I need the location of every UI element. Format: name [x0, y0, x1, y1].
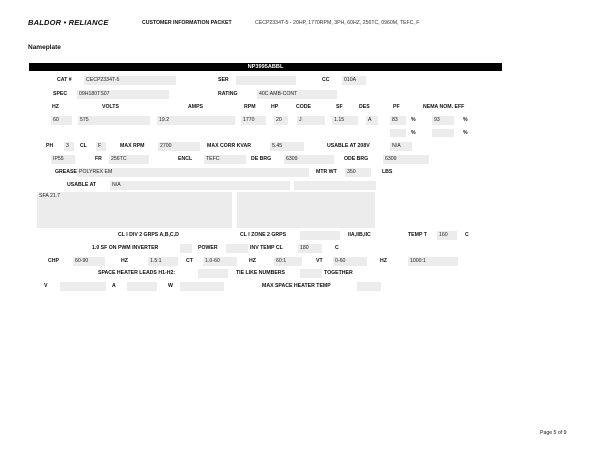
volts-header: VOLTS	[102, 104, 119, 110]
fr-value: 256TC	[109, 155, 149, 164]
temp-t-label: TEMP T	[408, 232, 427, 238]
hp-value: 20	[274, 116, 288, 125]
cl-label: CL	[80, 143, 87, 149]
div2-groups-label: CL I DIV 2 GRPS A,B,C,D	[118, 232, 179, 238]
inv-temp-cl-value: 180	[298, 244, 322, 253]
des-header: DES	[359, 104, 370, 110]
usable-at-value: N/A	[110, 181, 290, 190]
gas-groups-label: IIA,IIB,IIC	[348, 232, 371, 238]
ser-label: SER	[218, 77, 229, 83]
max-space-heater-temp-value-box	[357, 282, 381, 291]
volts-value: 575	[78, 116, 150, 125]
section-title: Nameplate	[28, 44, 61, 51]
usable-at-label: USABLE AT	[67, 182, 97, 188]
rpm-value: 1770	[241, 116, 266, 125]
chp-label: CHP	[48, 258, 59, 264]
de-brg-value: 6309	[284, 155, 334, 164]
max-corr-kvar-label: MAX CORR KVAR	[207, 143, 251, 149]
notes-box	[237, 192, 375, 228]
document-description: CECP2334T-5 - 20HP, 1770RPM, 3PH, 60HZ, 256TC, 0960M, TEFC, F	[255, 20, 420, 26]
nameplate-id-bar: NP3995ABBL	[29, 63, 502, 71]
fr-label: FR	[95, 156, 102, 162]
ode-brg-value: 6309	[383, 155, 429, 164]
mtr-wt-value: 350	[345, 168, 371, 177]
usable-208v-label: USABLE AT 208V	[327, 143, 370, 149]
space-heater-leads-label: SPACE HEATER LEADS H1-H2:	[98, 270, 176, 276]
amps-header: AMPS	[188, 104, 203, 110]
chp-value: 60-90	[73, 257, 105, 266]
sfa-box: SFA 21.7	[37, 192, 232, 228]
cat-value: CECP2334T-5	[84, 76, 176, 85]
eff-unit: %	[463, 117, 468, 123]
code-value: J	[297, 116, 325, 125]
chp-hz-label: HZ	[121, 258, 128, 264]
zone2-groups-value-box	[300, 231, 340, 240]
v-label: V	[44, 283, 48, 289]
spec-label: SPEC	[53, 91, 68, 97]
cc-label: CC	[322, 77, 330, 83]
de-brg-label: DE BRG	[251, 156, 272, 162]
hp-header: HP	[271, 104, 279, 110]
ph-label: PH	[46, 143, 54, 149]
pf-value-2-box	[390, 129, 406, 137]
rating-value: 40C AMB-CONT	[257, 90, 337, 99]
code-header: CODE	[296, 104, 311, 110]
vt-hz-value: 1000:1	[408, 257, 458, 266]
sf-value: 1.15	[332, 116, 358, 125]
ode-brg-label: ODE BRG	[344, 156, 369, 162]
tie-like-numbers-value-box	[300, 269, 322, 278]
eff-value-2-box	[432, 129, 454, 137]
brand-logo: BALDOR • RELIANCE	[28, 18, 109, 27]
pf-unit: %	[411, 117, 416, 123]
max-corr-kvar-value: 5.45	[270, 142, 304, 151]
nema-eff-header: NEMA NOM. EFF	[423, 104, 465, 110]
document-title: CUSTOMER INFORMATION PACKET	[142, 20, 232, 26]
cc-value: 010A	[342, 76, 366, 85]
usable-at-extra-box	[294, 181, 376, 190]
pwm-inverter-label: 1.0 SF ON PWM INVERTER	[92, 245, 159, 251]
hz-header: HZ	[52, 104, 59, 110]
v-value-box	[60, 282, 106, 291]
encl-value: TEFC	[204, 155, 246, 164]
ip-value: IP55	[51, 155, 75, 164]
max-rpm-value: 2700	[158, 142, 200, 151]
max-rpm-label: MAX RPM	[120, 143, 145, 149]
vt-value: 0-60	[333, 257, 367, 266]
ct-hz-label: HZ	[249, 258, 256, 264]
ser-value-box	[236, 76, 296, 85]
inv-temp-cl-label: INV TEMP CL	[250, 245, 283, 251]
vt-hz-label: HZ	[380, 258, 387, 264]
page-number: Page 5 of 9	[540, 430, 567, 436]
space-heater-leads-value-box	[198, 269, 228, 278]
sf-header: SF	[336, 104, 343, 110]
pf-header: PF	[393, 104, 400, 110]
pf-unit-2: %	[411, 130, 416, 136]
ct-value: 1.0-60	[203, 257, 237, 266]
mtr-wt-label: MTR WT	[316, 169, 337, 175]
max-space-heater-temp-label: MAX SPACE HEATER TEMP	[262, 283, 331, 289]
w-label: W	[168, 283, 173, 289]
temp-t-unit: C	[465, 232, 469, 238]
eff-unit-2: %	[463, 130, 468, 136]
a-value-box	[127, 282, 157, 291]
ph-value: 3	[64, 142, 74, 151]
pwm-inverter-value-box	[180, 244, 192, 253]
hz-value: 60	[51, 116, 72, 125]
amps-value: 19.2	[157, 116, 235, 125]
chp-hz-value: 1.5:1	[148, 257, 178, 266]
eff-value: 93	[432, 116, 454, 125]
pf-value: 83	[390, 116, 406, 125]
usable-208v-value: N/A	[390, 142, 412, 151]
w-value-box	[180, 282, 224, 291]
together-label: TOGETHER	[324, 270, 353, 276]
cl-value: F	[96, 142, 106, 151]
vt-label: VT	[316, 258, 323, 264]
rpm-header: RPM	[244, 104, 256, 110]
des-value: A	[366, 116, 378, 125]
grease-value: POLYREX EM	[77, 168, 309, 177]
ct-hz-value: 60:1	[274, 257, 302, 266]
tie-like-numbers-label: TIE LIKE NUMBERS	[236, 270, 285, 276]
encl-label: ENCL	[178, 156, 193, 162]
a-label: A	[112, 283, 116, 289]
inv-temp-unit: C	[335, 245, 339, 251]
lbs-label: LBS	[382, 169, 393, 175]
ct-label: CT	[186, 258, 193, 264]
power-value-box	[226, 244, 248, 253]
power-label: POWER	[198, 245, 218, 251]
zone2-groups-label: CL I ZONE 2 GRPS	[240, 232, 287, 238]
cat-label: CAT #	[57, 77, 72, 83]
grease-label: GREASE	[55, 169, 77, 175]
temp-t-value: 160	[437, 231, 457, 240]
spec-value: 09H180TS07	[77, 90, 169, 99]
rating-label: RATING	[218, 91, 238, 97]
